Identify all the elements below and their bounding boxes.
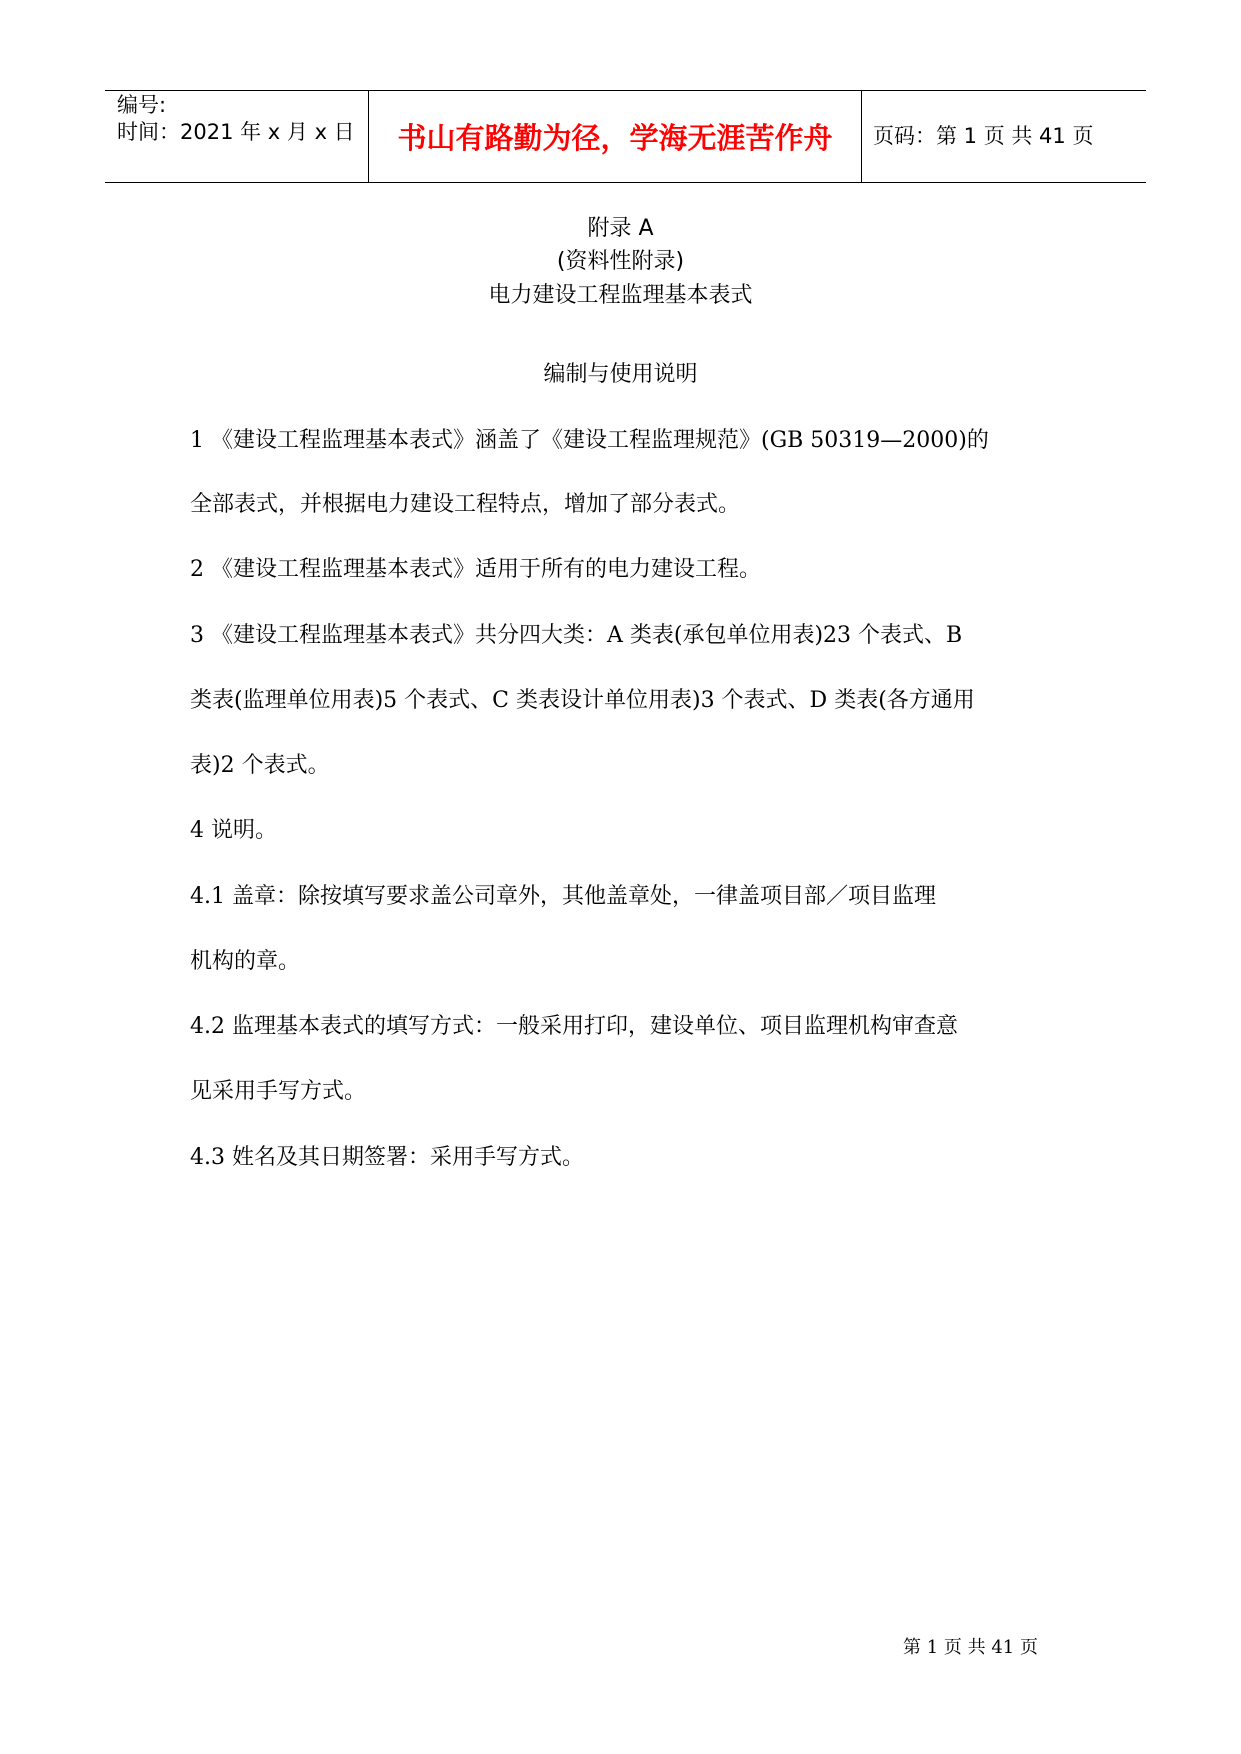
body-line: 4.3 姓名及其日期签署：采用手写方式。 [190,1145,584,1170]
document-header [105,90,1146,183]
page-number-label: 页码：第 1 页 共 41 页 [873,124,1094,148]
body-line: 4 说明。 [190,818,277,843]
body-line: 机构的章。 [190,949,301,974]
body-line: 3 《建设工程监理基本表式》共分四大类：A 类表(承包单位用表)23 个表式、B [190,623,963,648]
page-footer: 第 1 页 共 41 页 [903,1637,1038,1658]
serial-number-label: 编号: [117,93,167,117]
body-line: 4.2 监理基本表式的填写方式：一般采用打印，建设单位、项目监理机构审查意 [190,1014,958,1039]
appendix-title: 附录 A [587,216,654,241]
header-motto: 书山有路勤为径，学海无涯苦作舟 [397,120,833,155]
section-heading: 编制与使用说明 [543,362,698,387]
body-line: 见采用手写方式。 [190,1079,367,1104]
body-line: 1 《建设工程监理基本表式》涵盖了《建设工程监理规范》(GB 50319—2000)的 [190,428,989,453]
header-divider [861,91,862,182]
appendix-note: (资料性附录) [556,249,685,274]
body-line: 类表(监理单位用表)5 个表式、C 类表设计单位用表)3 个表式、D 类表(各方通用 [190,688,975,713]
document-title: 电力建设工程监理基本表式 [488,283,753,308]
date-label: 时间：2021 年 x 月 x 日 [117,120,355,144]
body-line: 2 《建设工程监理基本表式》适用于所有的电力建设工程。 [190,557,761,582]
body-line: 全部表式，并根据电力建设工程特点，增加了部分表式。 [190,492,741,517]
body-line: 表)2 个表式。 [190,753,330,778]
body-line: 4.1 盖章：除按填写要求盖公司章外，其他盖章处，一律盖项目部／项目监理 [190,884,936,909]
